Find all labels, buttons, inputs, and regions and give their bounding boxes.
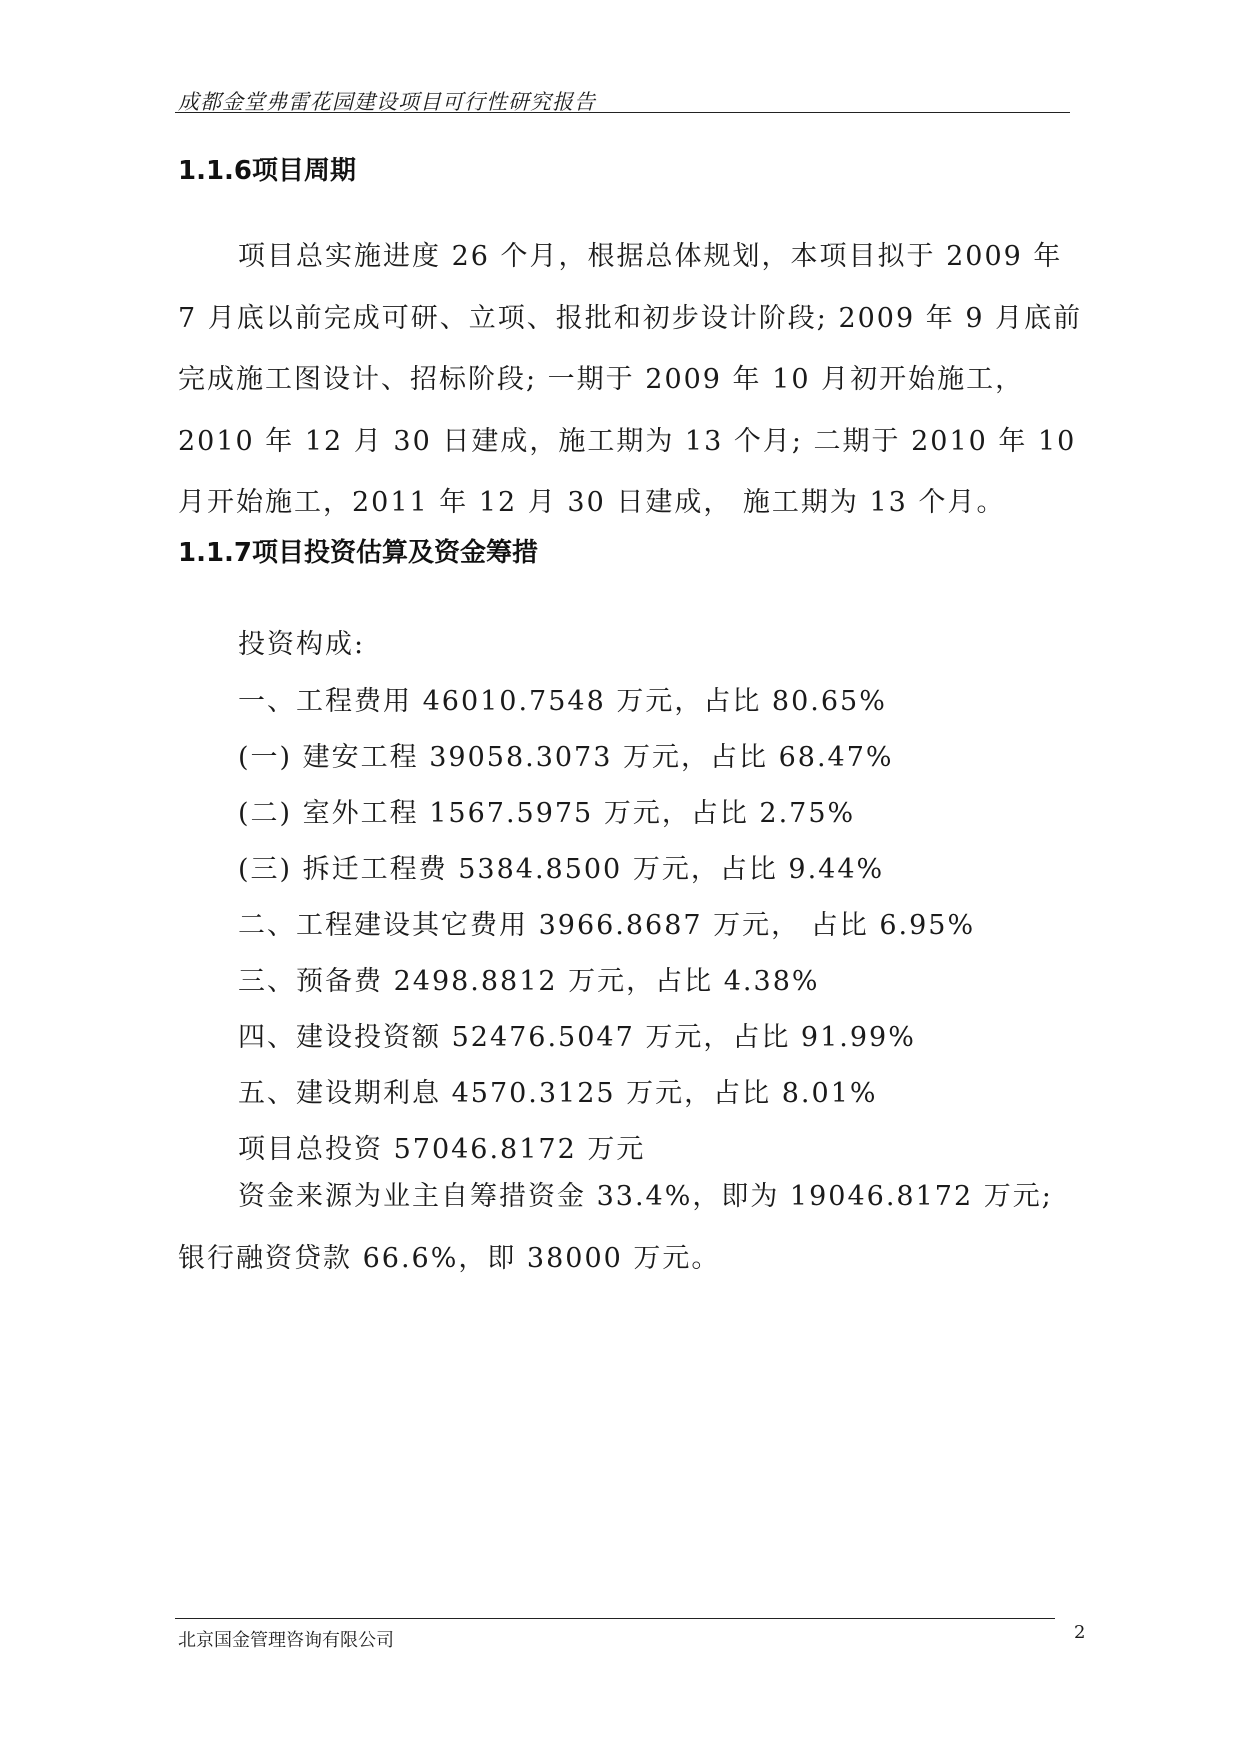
investment-item-other-costs: 二、工程建设其它费用 3966.8687 万元， 占比 6.95% [238, 910, 976, 941]
project-period-paragraph-block [178, 226, 1088, 534]
footer-divider [175, 1618, 1055, 1619]
document-title: 成都金堂弗雷花园建设项目可行性研究报告 [178, 90, 596, 114]
project-period-paragraph: 项目总实施进度 26 个月，根据总体规划，本项目拟于 2009 年 7 月底以前完成可研、立项、报批和初步设计阶段; 2009 年 9 月底前完成施工图设计、招标阶段; 一期于 2009 年 10 月初开始施工，2010 年 12 月 30 日建成，施工期为 13 个月; 二期于 2010 年 10 月开始施工，2011 年 12 月 30 日建成， 施工期为 13 个月。 [178, 241, 1083, 518]
investment-item-interest: 五、建设期利息 4570.3125 万元，占比 8.01% [238, 1078, 878, 1109]
investment-item-demolition: (三) 拆迁工程费 5384.8500 万元，占比 9.44% [238, 854, 885, 885]
investment-total: 项目总投资 57046.8172 万元 [238, 1134, 646, 1165]
investment-item-reserve: 三、预备费 2498.8812 万元，占比 4.38% [238, 966, 820, 997]
header-divider [175, 112, 1070, 113]
investment-item-engineering-cost: 一、工程费用 46010.7548 万元，占比 80.65% [238, 686, 887, 717]
footer-company-name: 北京国金管理咨询有限公司 [178, 1630, 394, 1651]
investment-composition-label: 投资构成: [238, 629, 366, 660]
funding-paragraph-block [178, 1166, 1088, 1289]
page-number: 2 [1074, 1622, 1086, 1643]
funding-paragraph: 资金来源为业主自筹措资金 33.4%，即为 19046.8172 万元; 银行融资贷款 66.6%，即 38000 万元。 [178, 1181, 1053, 1274]
investment-item-outdoor-works: (二) 室外工程 1567.5975 万元，占比 2.75% [238, 798, 856, 829]
section-heading-project-period: 1.1.6项目周期 [178, 156, 357, 186]
investment-item-construction-install: (一) 建安工程 39058.3073 万元，占比 68.47% [238, 742, 894, 773]
section-heading-investment: 1.1.7项目投资估算及资金筹措 [178, 538, 539, 568]
investment-item-construction-investment: 四、建设投资额 52476.5047 万元，占比 91.99% [238, 1022, 916, 1053]
